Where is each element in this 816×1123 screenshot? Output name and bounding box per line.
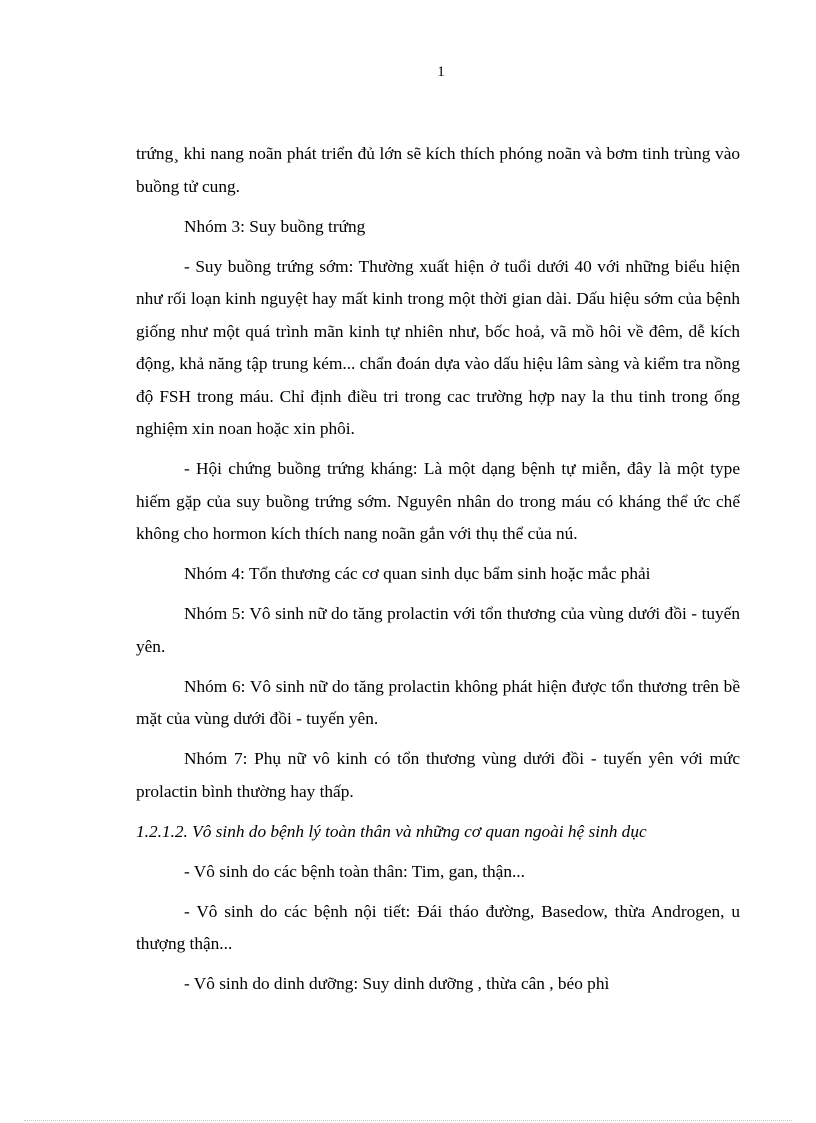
page-number: 1	[437, 64, 445, 80]
paragraph-systemic-diseases: - Vô sinh do các bệnh toàn thân: Tim, gan, thận...	[184, 861, 525, 881]
paragraph-endocrine-diseases: - Vô sinh do các bệnh nội tiết: Đái tháo đường, Basedow, thừa Androgen, u thượng thận...	[136, 901, 740, 953]
group-4-heading: Nhóm 4: Tổn thương các cơ quan sinh dục bẩm sinh hoặc mắc phải	[184, 564, 651, 583]
paragraph-nutrition: - Vô sinh do dinh dưỡng: Suy dinh dưỡng , thừa cân , béo phì	[184, 974, 610, 993]
page-bottom-divider	[24, 1120, 792, 1121]
paragraph-premature-ovarian-failure: - Suy buồng trứng sớm: Thường xuất hiện ở tuổi dưới 40 với những biểu hiện như rối loạn kinh nguyệt hay mất kinh trong một thời gian dài. Dấu hiệu sớm của bệnh giống như một quá trình mãn kinh tự nhiên như, bốc hoả, vã mồ hôi về đêm, dễ kích động, khả năng tập trung kém... chẩn đoán dựa vào dấu hiệu lâm sàng và kiểm tra nồng độ FSH trong máu. Chỉ định điều tri trong cac trường hợp nay la thu tinh trong ống nghiệm xin noan hoặc xin phôi.	[136, 256, 740, 438]
paragraph-ovulation: trứng¸ khi nang noãn phát triển đủ lớn sẽ kích thích phóng noãn và bơm tinh trùng vào buồng tử cung.	[136, 144, 740, 196]
group-7-paragraph: Nhóm 7: Phụ nữ vô kinh có tổn thương vùng dưới đồi - tuyến yên với mức prolactin bình thường hay thấp.	[136, 749, 740, 801]
document-body	[136, 138, 740, 1008]
section-heading-1-2-1-2: 1.2.1.2. Vô sinh do bệnh lý toàn thân và những cơ quan ngoài hệ sinh dục	[136, 821, 647, 841]
group-3-heading: Nhóm 3: Suy buồng trứng	[184, 216, 366, 236]
paragraph-resistant-ovary-syndrome: - Hội chứng buồng trứng kháng: Là một dạng bệnh tự miễn, đây là một type hiếm gặp của suy buồng trứng sớm. Nguyên nhân do trong máu có kháng thể ức chế không cho hormon kích thích nang noãn gắn với thụ thể của nú.	[136, 459, 740, 543]
group-5-paragraph: Nhóm 5: Vô sinh nữ do tăng prolactin với tổn thương của vùng dưới đồi - tuyến yên.	[136, 604, 740, 656]
group-6-paragraph: Nhóm 6: Vô sinh nữ do tăng prolactin không phát hiện được tổn thương trên bề mặt của vùng dưới đồi - tuyến yên.	[136, 676, 740, 728]
